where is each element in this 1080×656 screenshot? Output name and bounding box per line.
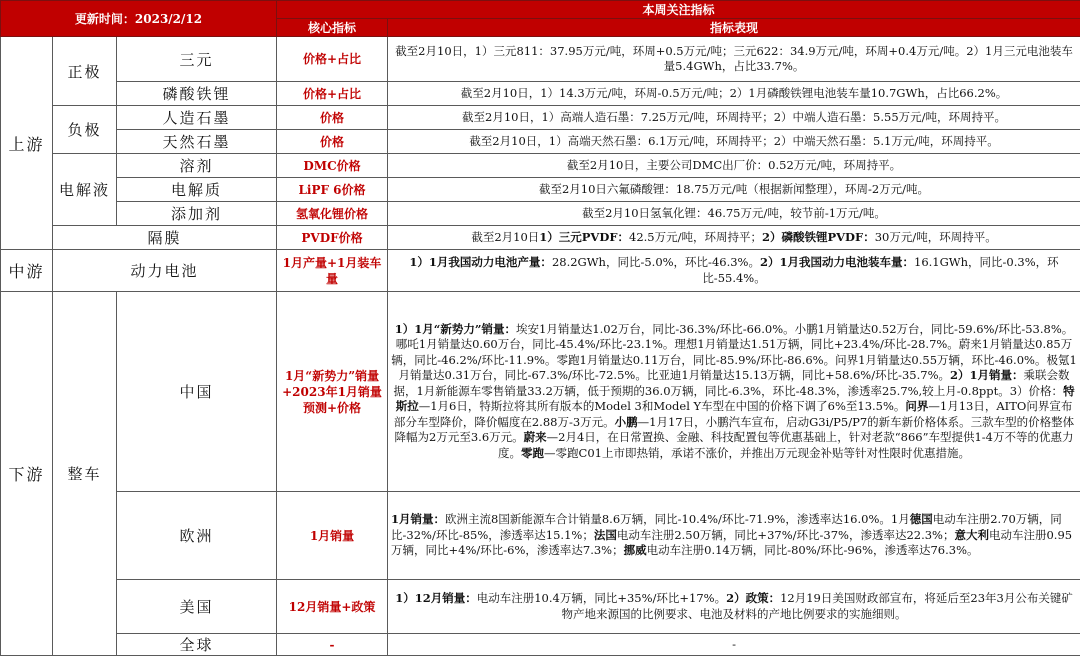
indicator-separator: PVDF价格	[277, 226, 388, 250]
performance-china: 1）1月“新势力”销量：埃安1月销量达1.02万台，同比-36.3%/环比-66.0%。小鹏1月销量达0.52万台，同比-59.6%/环比-53.8%。哪吒1月销量达0.60万台，同比-45.4%/环比-23.1%。理想1月销量达1.51万辆，同比+23.4%/环比-28.7%。蔚来1月销量达0.85万辆，同比-46.2%/环比-11.9%。零跑1月销量达0.11万台，同比-85.9%/环比-86.6%。问界1月销量达0.55万辆，环比-46.0%。极氪1月销量达0.31万台，同比-67.3%/环比-72.5%。比亚迪1月销量达15.13万辆，同比+58.6%/环比-35.7%。2）1月销量：乘联会数据，1月新能源车零售销量33.2万辆，低于预期的36.0万辆，同比-6.3%，环比-48.3%，渗透率25.7%,较上月-0.8ppt。3）价格：特斯拉—1月6日，特斯拉将其所有版本的Model 3和Model Y车型在中国的价格下调了6%至13.5%。问界—1月13日，AITO问界宣布部分车型降价，降价幅度在2.88万-3万元。小鹏—1月17日，小鹏汽车宣布，启动G3i/P5/P7的新车新价格体系。三款车型的价格整体降幅为2万元至3.6万元。蔚来—2月4日，在日常置换、金融、科技配置包等优惠基础上，针对老款“866”车型提供1-4万不等的优惠力度。零跑—零跑C01上市即热销，承诺不涨价，并推出万元现金补贴等针对性限时优惠措施。	[388, 292, 1080, 492]
indicator-power-battery: 1月产量+1月装车量	[277, 250, 388, 292]
item-ternary: 三元	[117, 37, 277, 82]
indicator-natural-graphite: 价格	[277, 130, 388, 154]
performance-solvent: 截至2月10日，主要公司DMC出厂价：0.52万元/吨，环周持平。	[388, 154, 1080, 178]
indicator-artificial-graphite: 价格	[277, 106, 388, 130]
category-upstream: 上游	[1, 37, 53, 250]
indicator-china: 1月“新势力”销量+2023年1月销量预测+价格	[277, 292, 388, 492]
performance-usa: 1）12月销量：电动车注册10.4万辆，同比+35%/环比+17%。2）政策：12月19日美国财政部宣布，将延后至23年3月公布关键矿物产地来源国的比例要求、电池及材料的产地比例要求的实施细则。	[388, 580, 1080, 634]
update-time: 更新时间：2023/2/12	[1, 1, 277, 37]
item-additive: 添加剂	[117, 202, 277, 226]
category-separator: 隔膜	[53, 226, 277, 250]
item-natural-graphite: 天然石墨	[117, 130, 277, 154]
category-vehicle: 整车	[53, 292, 117, 656]
item-solvent: 溶剂	[117, 154, 277, 178]
performance-europe: 1月销量：欧洲主流8国新能源车合计销量8.6万辆，同比-10.4%/环比-71.9%，渗透率达16.0%。1月德国电动车注册2.70万辆，同比-32%/环比-85%，渗透率达15.1%；法国电动车注册2.50万辆，同比+37%/环比-37%，渗透率达22.3%；意大利电动车注册0.95万辆，同比+4%/环比-6%，渗透率达7.3%；挪威电动车注册0.14万辆，同比-80%/环比-96%，渗透率达76.3%。	[388, 492, 1080, 580]
region-europe: 欧洲	[117, 492, 277, 580]
category-power-battery: 动力电池	[53, 250, 277, 292]
performance-electrolyte-salt: 截至2月10日六氟磷酸锂：18.75万元/吨（根据新闻整理），环周-2万元/吨。	[388, 178, 1080, 202]
indicator-solvent: DMC价格	[277, 154, 388, 178]
region-usa: 美国	[117, 580, 277, 634]
category-downstream: 下游	[1, 292, 53, 656]
performance-global: -	[388, 634, 1080, 656]
category-cathode: 正极	[53, 37, 117, 106]
indicator-usa: 12月销量+政策	[277, 580, 388, 634]
category-electrolyte: 电解液	[53, 154, 117, 226]
performance-power-battery: 1）1月我国动力电池产量：28.2GWh，同比-5.0%，环比-46.3%。2）1月我国动力电池装车量：16.1GWh，同比-0.3%，环比-55.4%。	[388, 250, 1080, 292]
indicator-electrolyte-salt: LiPF 6价格	[277, 178, 388, 202]
performance-lfp: 截至2月10日，1）14.3万元/吨，环周-0.5万元/吨；2）1月磷酸铁锂电池装车量10.7GWh，占比66.2%。	[388, 82, 1080, 106]
category-anode: 负极	[53, 106, 117, 154]
section-title: 本周关注指标	[277, 1, 1080, 19]
item-artificial-graphite: 人造石墨	[117, 106, 277, 130]
item-lfp: 磷酸铁锂	[117, 82, 277, 106]
performance-additive: 截至2月10日氢氧化锂：46.75万元/吨，较节前-1万元/吨。	[388, 202, 1080, 226]
category-midstream: 中游	[1, 250, 53, 292]
region-global: 全球	[117, 634, 277, 656]
performance-natural-graphite: 截至2月10日，1）高端天然石墨：6.1万元/吨，环周持平；2）中端天然石墨：5.1万元/吨，环周持平。	[388, 130, 1080, 154]
indicator-global: -	[277, 634, 388, 656]
column-header-performance: 指标表现	[388, 19, 1080, 37]
indicator-europe: 1月销量	[277, 492, 388, 580]
performance-ternary: 截至2月10日，1）三元811：37.95万元/吨，环周+0.5万元/吨；三元622：34.9万元/吨，环周+0.4万元/吨。2）1月三元电池装车量5.4GWh，占比33.7%。	[388, 37, 1080, 82]
indicator-additive: 氢氧化锂价格	[277, 202, 388, 226]
column-header-indicator: 核心指标	[277, 19, 388, 37]
indicator-lfp: 价格+占比	[277, 82, 388, 106]
performance-separator: 截至2月10日1）三元PVDF：42.5万元/吨，环周持平；2）磷酸铁锂PVDF：30万元/吨，环周持平。	[388, 226, 1080, 250]
indicator-ternary: 价格+占比	[277, 37, 388, 82]
region-china: 中国	[117, 292, 277, 492]
performance-artificial-graphite: 截至2月10日，1）高端人造石墨：7.25万元/吨，环周持平；2）中端人造石墨：5.55万元/吨，环周持平。	[388, 106, 1080, 130]
item-electrolyte-salt: 电解质	[117, 178, 277, 202]
